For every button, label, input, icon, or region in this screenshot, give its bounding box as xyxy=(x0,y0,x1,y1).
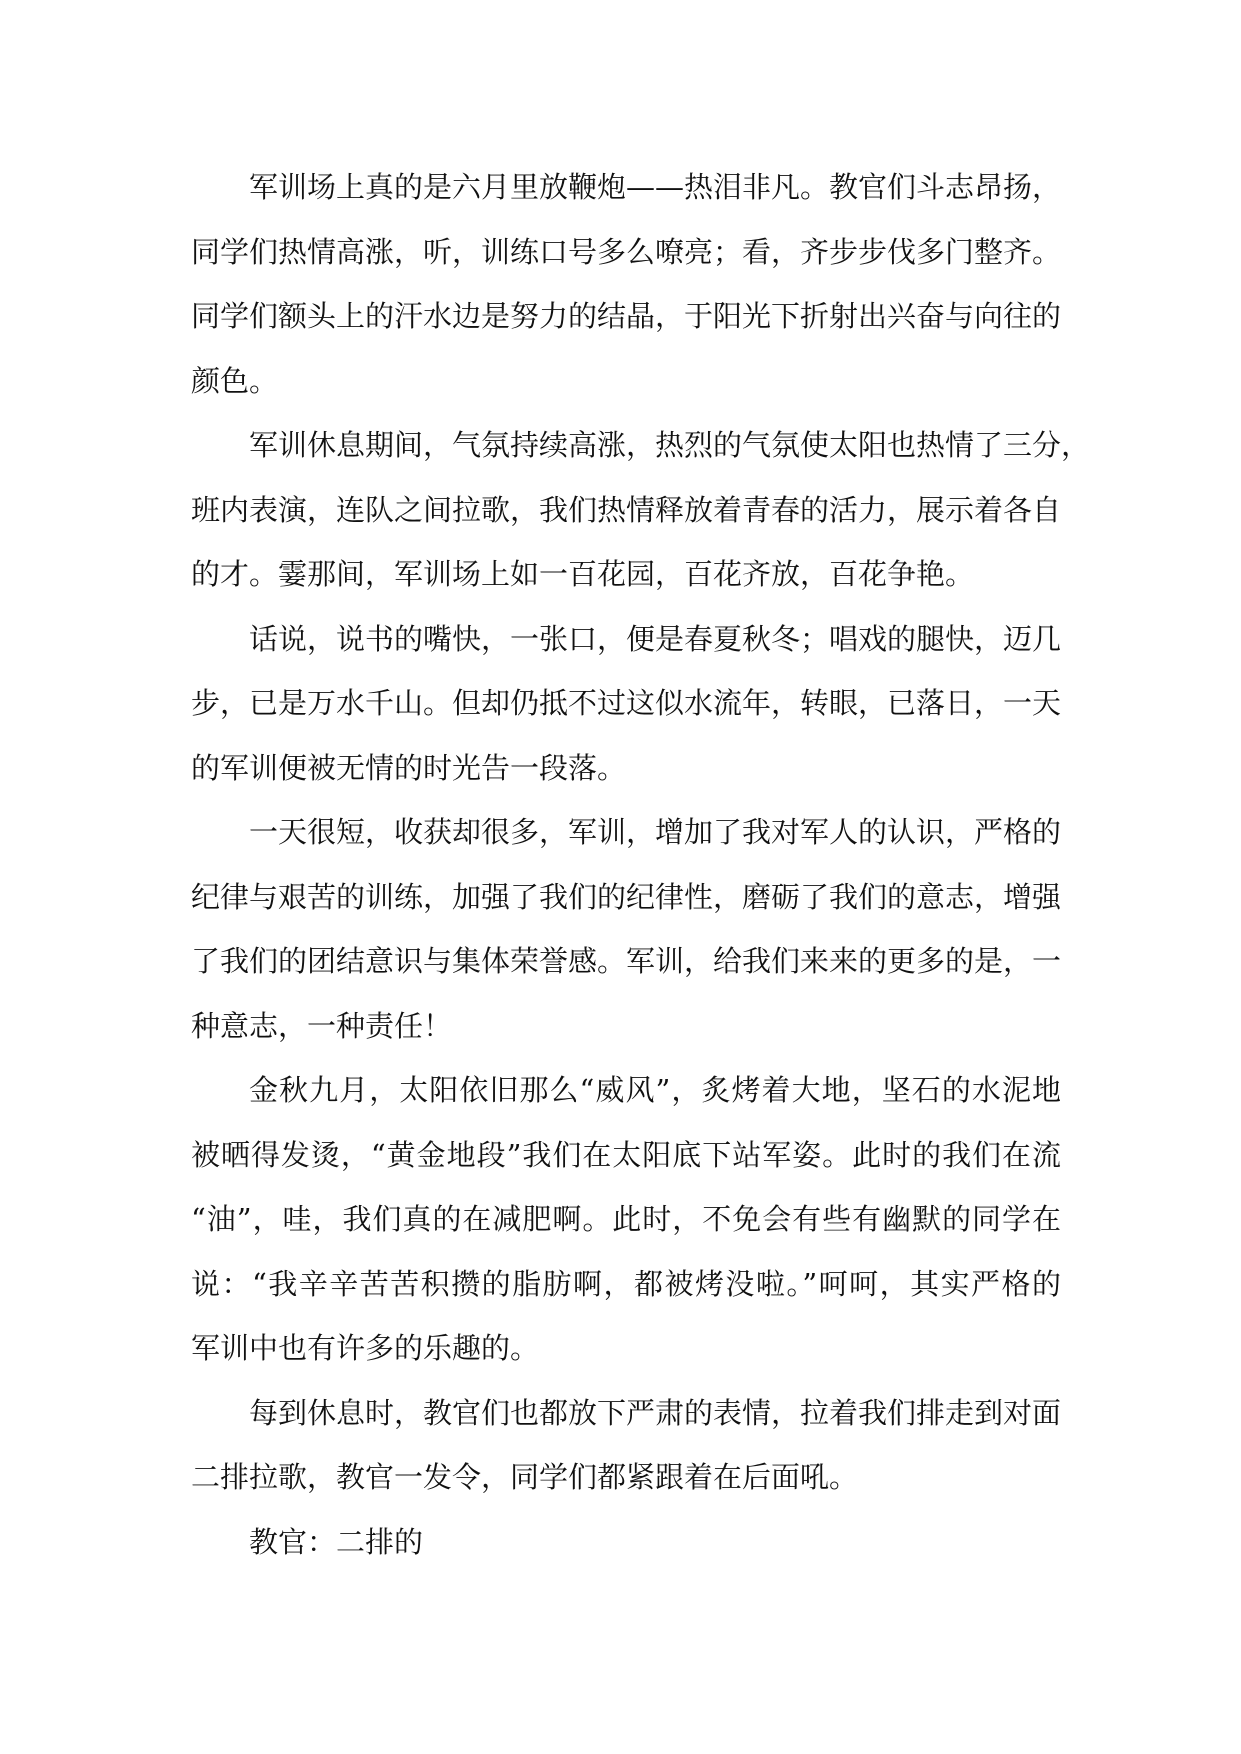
text-line: 的军训便被无情的时光告一段落。 xyxy=(191,750,627,785)
text-line: 每到休息时，教官们也都放下严肃的表情，拉着我们排走到对面 xyxy=(249,1395,1062,1430)
paragraph-5 xyxy=(191,1058,1061,1381)
text-line: 种意志，一种责任！ xyxy=(191,1008,453,1043)
text-line: 金秋九月，太阳依旧那么“威风”，炙烤着大地，坚石的水泥地 xyxy=(249,1073,1061,1107)
text-line: 被晒得发烫，“黄金地段”我们在太阳底下站军姿。此时的我们在流 xyxy=(191,1137,1061,1172)
text-line: 军训中也有许多的乐趣的。 xyxy=(191,1331,540,1365)
text-line: 的才。霎那间，军训场上如一百花园，百花齐放，百花争艳。 xyxy=(191,557,975,591)
text-line: 教官：二排的 xyxy=(249,1524,424,1559)
text-line: 一天很短，收获却很多，军训，增加了我对军人的认识，严格的 xyxy=(249,815,1062,849)
text-line: “油”，哇，我们真的在减肥啊。此时，不免会有些有幽默的同学在 xyxy=(191,1202,1061,1236)
text-line: 军训场上真的是六月里放鞭炮——热泪非凡。教官们斗志昂扬， xyxy=(249,170,1062,204)
text-line: 步，已是万水千山。但却仍抵不过这似水流年，转眼，已落日，一天 xyxy=(191,686,1062,720)
paragraph-1 xyxy=(191,155,1061,413)
text-line: 了我们的团结意识与集体荣誉感。军训，给我们来来的更多的是，一 xyxy=(191,944,1062,978)
text-line: 同学们额头上的汗水边是努力的结晶，于阳光下折射出兴奋与向往的 xyxy=(191,299,1062,333)
text-line: 话说，说书的嘴快，一张口，便是春夏秋冬；唱戏的腿快，迈几 xyxy=(249,621,1062,656)
paragraph-6 xyxy=(191,1381,1061,1510)
text-line: 颜色。 xyxy=(191,363,279,398)
paragraph-7 xyxy=(191,1510,1061,1575)
text-line: 班内表演，连队之间拉歌，我们热情释放着青春的活力，展示着各自 xyxy=(191,492,1062,527)
paragraph-4 xyxy=(191,800,1061,1058)
text-line: 纪律与艰苦的训练，加强了我们的纪律性，磨砺了我们的意志，增强 xyxy=(191,879,1062,914)
paragraph-3 xyxy=(191,607,1061,801)
text-line: 军训休息期间，气氛持续高涨，热烈的气氛使太阳也热情了三分， xyxy=(249,428,1091,462)
paragraph-2 xyxy=(191,413,1091,607)
text-line: 说：“我辛辛苦苦积攒的脂肪啊，都被烤没啦。”呵呵，其实严格的 xyxy=(191,1266,1061,1301)
text-line: 二排拉歌，教官一发令，同学们都紧跟着在后面吼。 xyxy=(191,1460,859,1494)
document-body xyxy=(191,155,1091,1574)
text-line: 同学们热情高涨，听，训练口号多么嘹亮；看，齐步步伐多门整齐。 xyxy=(191,234,1062,269)
